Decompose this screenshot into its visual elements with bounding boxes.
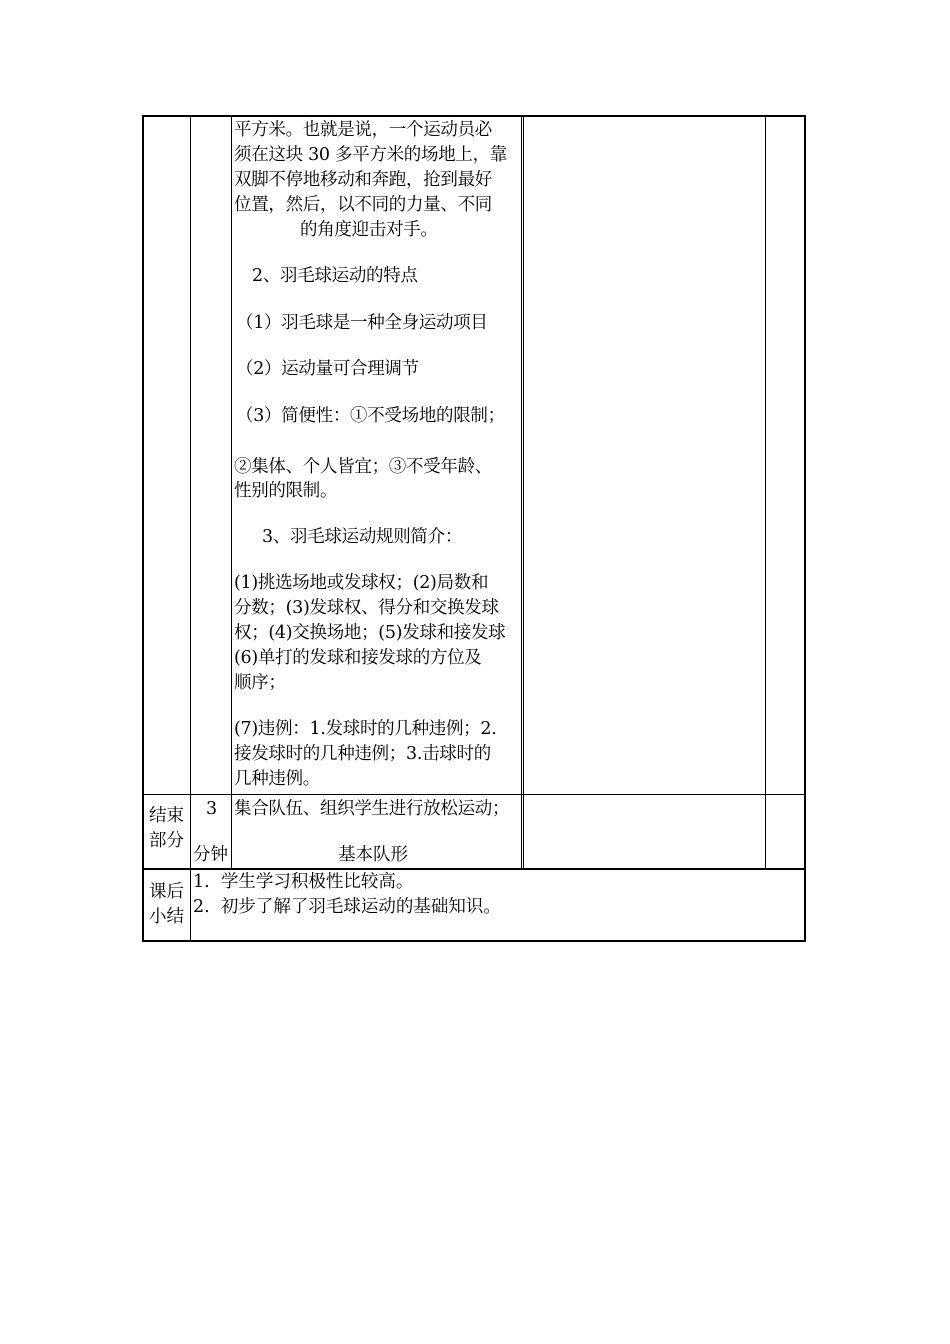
content-line: 平方米。也就是说，一个运动员必 xyxy=(234,120,492,140)
end-content-line: 集合队伍、组织学生进行放松运动； xyxy=(234,799,510,819)
content-line: (1)挑选场地或发球权；(2)局数和 xyxy=(234,573,489,593)
section-label: 结束 xyxy=(149,806,184,826)
content-line: (6)单打的发球和接发球的方位及 xyxy=(234,648,482,668)
content-line: 分数；(3)发球权、得分和交换发球 xyxy=(234,598,499,618)
content-line: 几种违例。 xyxy=(234,769,320,789)
content-line: 的角度迎击对手。 xyxy=(300,220,438,240)
content-line: 顺序； xyxy=(234,673,286,693)
summary-item: 1. 学生学习积极性比较高。 xyxy=(193,872,414,892)
content-line: （2）运动量可合理调节 xyxy=(236,359,419,379)
summary-label: 课后 xyxy=(149,882,184,902)
content-line: 须在这块 30 多平方米的场地上，靠 xyxy=(234,145,507,165)
content-line: (7)违例：1.发球时的几种违例；2. xyxy=(234,719,497,739)
content-heading: 2、羽毛球运动的特点 xyxy=(252,266,418,286)
content-line: ②集体、个人皆宜；③不受年龄、 xyxy=(234,457,492,477)
content-line: （1）羽毛球是一种全身运动项目 xyxy=(236,313,488,333)
time-value: 3 xyxy=(206,799,218,819)
col-divider-3b xyxy=(523,115,524,869)
content-line: 接发球时的几种违例；3.击球时的 xyxy=(234,744,491,764)
time-unit: 分钟 xyxy=(193,845,228,865)
content-line: 双脚不停地移动和奔跑，抢到最好 xyxy=(234,170,492,190)
row-divider-1 xyxy=(142,794,806,795)
col-divider-3 xyxy=(521,115,522,869)
summary-label: 小结 xyxy=(149,907,184,927)
content-line: （3）简便性：①不受场地的限制； xyxy=(236,406,505,426)
content-line: 位置，然后，以不同的力量、不同 xyxy=(234,195,492,215)
content-line: 权；(4)交换场地；(5)发球和接发球 xyxy=(234,623,506,643)
section-label: 部分 xyxy=(149,831,184,851)
content-heading: 3、羽毛球运动规则简介： xyxy=(262,527,463,547)
summary-item: 2. 初步了解了羽毛球运动的基础知识。 xyxy=(193,897,501,917)
summary-col-divider xyxy=(190,869,191,942)
col-divider-1 xyxy=(190,115,191,869)
content-line: 性别的限制。 xyxy=(234,481,338,501)
col-divider-2 xyxy=(231,115,232,869)
end-content-line: 基本队形 xyxy=(338,845,408,865)
col-divider-4 xyxy=(765,115,766,869)
